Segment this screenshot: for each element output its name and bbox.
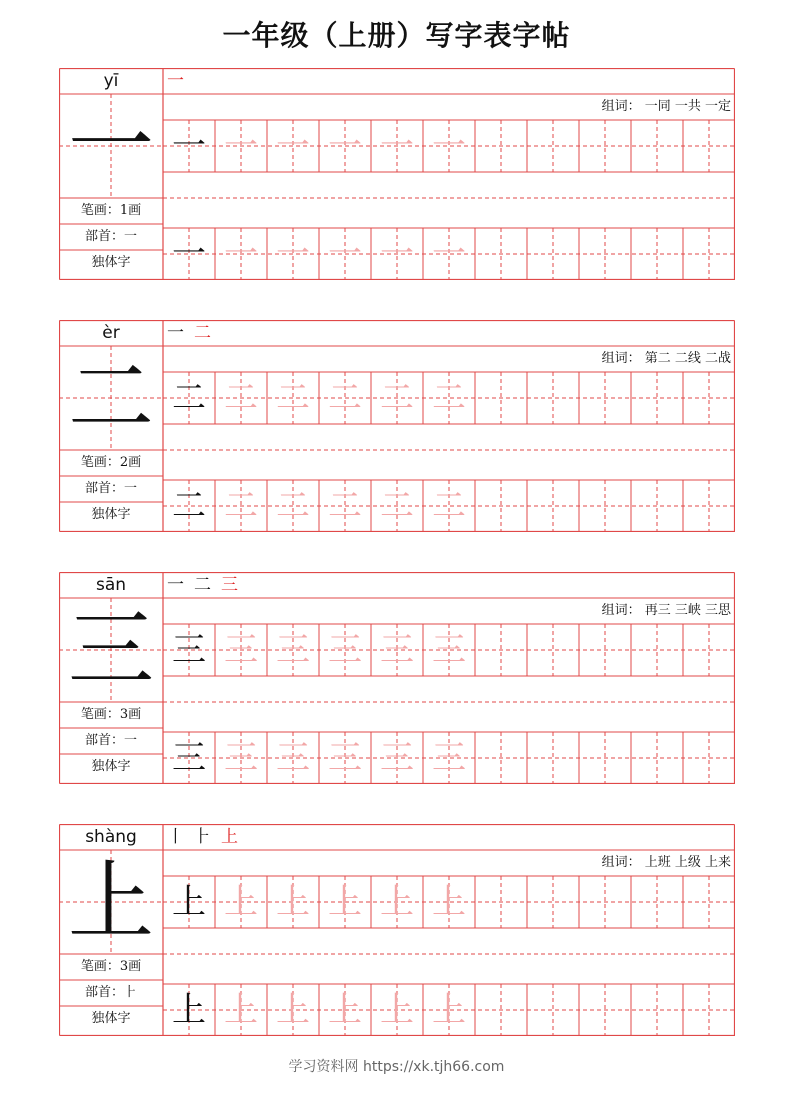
trace-character: 三 [380,630,414,670]
stroke-count: 笔画：3画 [80,707,142,722]
stroke-step: 上 [221,827,238,847]
trace-character: 二 [328,486,362,526]
trace-character: 上 [380,990,414,1030]
character-block [59,68,735,280]
structure: 独体字 [91,759,131,774]
trace-character: 一 [328,126,362,166]
stroke-step: ⺊ [194,827,211,847]
trace-character: 三 [432,630,466,670]
trace-character: 上 [224,882,258,922]
structure: 独体字 [91,255,131,270]
trace-character: 二 [276,486,310,526]
trace-character: 三 [224,738,258,778]
trace-character: 二 [276,378,310,418]
trace-character: 二 [380,486,414,526]
stroke-count: 笔画：3画 [80,959,142,974]
pinyin-label: sān [95,575,127,595]
trace-character: 上 [276,882,310,922]
stroke-step: 三 [221,575,238,595]
trace-character: 三 [276,630,310,670]
radical: 部首：⺊ [84,985,137,1000]
stroke-step: 二 [194,323,211,343]
trace-character: 一 [432,234,466,274]
stroke-step: 一 [167,71,184,91]
example-character: 二 [172,486,206,526]
stroke-order [167,572,248,598]
trace-character: 上 [224,990,258,1030]
word-examples: 组词： 第二 二线 二战 [601,351,731,366]
trace-character: 上 [276,990,310,1030]
stroke-order [167,320,221,346]
trace-character: 二 [380,378,414,418]
trace-character: 二 [432,486,466,526]
trace-character: 一 [224,126,258,166]
example-character: 三 [172,630,206,670]
word-examples: 组词： 一同 一共 一定 [601,99,731,114]
word-examples: 组词： 上班 上级 上来 [601,855,731,870]
pinyin-label: èr [102,323,120,343]
radical: 部首：一 [84,229,137,244]
example-character: 一 [172,234,206,274]
trace-character: 一 [276,234,310,274]
character-block [59,572,735,784]
page-title: 一年级（上册）写字表字帖 [222,19,571,52]
trace-character: 上 [328,990,362,1030]
trace-character: 上 [432,882,466,922]
radical: 部首：一 [84,733,137,748]
character-block [59,320,735,532]
trace-character: 上 [380,882,414,922]
stroke-count: 笔画：2画 [80,455,142,470]
model-character: 二 [68,348,154,448]
stroke-step: 一 [167,323,184,343]
stroke-order [167,68,194,94]
page-footer: 学习资料网 https://xk.tjh66.com [288,1059,505,1075]
character-block [59,824,735,1036]
trace-character: 三 [328,630,362,670]
trace-character: 二 [432,378,466,418]
trace-character: 一 [380,234,414,274]
word-examples: 组词： 再三 三峡 三思 [601,603,731,618]
trace-character: 三 [328,738,362,778]
trace-character: 二 [328,378,362,418]
trace-character: 三 [380,738,414,778]
trace-character: 一 [432,126,466,166]
example-character: 上 [172,882,206,922]
trace-character: 一 [380,126,414,166]
stroke-order [167,824,248,850]
trace-character: 上 [432,990,466,1030]
example-character: 二 [172,378,206,418]
pinyin-label: yī [103,71,119,91]
stroke-step: 二 [194,575,211,595]
pinyin-label: shàng [85,827,137,847]
trace-character: 三 [276,738,310,778]
trace-character: 一 [224,234,258,274]
trace-character: 三 [432,738,466,778]
trace-character: 二 [224,486,258,526]
stroke-count: 笔画：1画 [80,203,142,218]
model-character: 上 [68,852,154,952]
stroke-step: 一 [167,575,184,595]
example-character: 三 [172,738,206,778]
structure: 独体字 [91,507,131,522]
model-character: 三 [68,600,154,700]
trace-character: 三 [224,630,258,670]
trace-character: 一 [328,234,362,274]
trace-character: 二 [224,378,258,418]
example-character: 上 [172,990,206,1030]
trace-character: 一 [276,126,310,166]
structure: 独体字 [91,1011,131,1026]
model-character: 一 [68,96,154,196]
radical: 部首：一 [84,481,137,496]
example-character: 一 [172,126,206,166]
trace-character: 上 [328,882,362,922]
stroke-step: 丨 [167,827,184,847]
